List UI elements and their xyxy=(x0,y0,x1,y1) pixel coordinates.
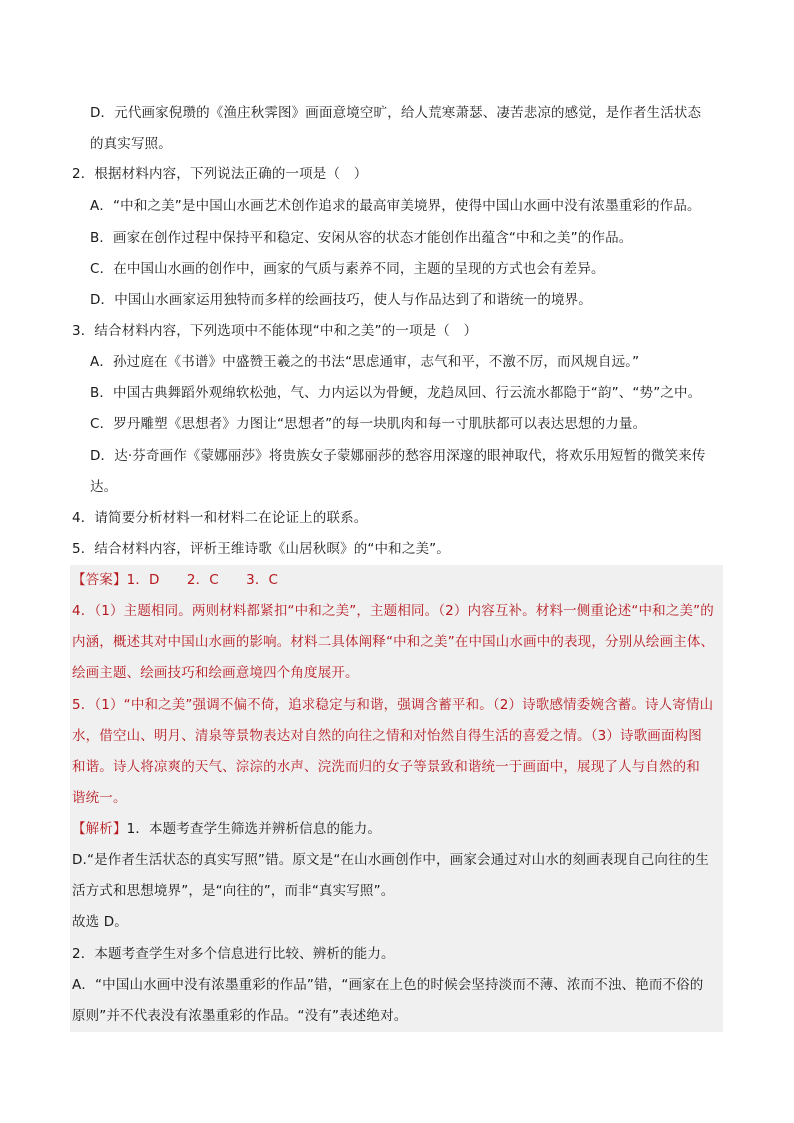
text-line: D．元代画家倪瓒的《渔庄秋霁图》画面意境空旷，给人荒寒萧瑟、凄苦悲凉的感觉，是作者生活状态 xyxy=(90,105,702,121)
analysis-line: 2．本题考查学生对多个信息进行比较、辨析的能力。 xyxy=(72,946,395,962)
answer-tag: 【答案】 xyxy=(72,572,127,588)
analysis-first-line xyxy=(72,819,381,839)
answer-line: 内涵，概述其对中国山水画的影响。材料二具体阐释“中和之美”在中国山水画中的表现，分别从绘画主体、 xyxy=(72,634,715,650)
analysis-line: 原则”并不代表没有浓墨重彩的作品。“没有”表述绝对。 xyxy=(72,1008,408,1024)
text-line: 达。 xyxy=(90,479,118,495)
answer-line: 4．（1）主题相同。两则材料都紧扣“中和之美”，主题相同。（2）内容互补。材料一侧重论述“中和之美”的 xyxy=(72,603,714,619)
option-line: B．画家在创作过程中保持平和稳定、安闲从容的状态才能创作出蕴含“中和之美”的作品。 xyxy=(90,230,633,246)
analysis-tag: 【解析】 xyxy=(72,821,127,837)
text-line: 的真实写照。 xyxy=(90,136,172,152)
analysis-line: A．“中国山水画中没有浓墨重彩的作品”错，“画家在上色的时候会坚持淡而不薄、浓而不浊、艳而不俗的 xyxy=(72,977,704,993)
answer-line: 水，借空山、明月、清泉等景物表达对自然的向往之情和对怡然自得生活的喜爱之情。（3）诗歌画面构图 xyxy=(72,728,702,744)
option-line: A．孙过庭在《书谱》中盛赞王羲之的书法“思虑通审，志气和平，不激不厉，而风规自远。” xyxy=(90,354,640,370)
option-line: B．中国古典舞蹈外观绵软松弛，气、力内运以为骨鲠，龙趋凤回、行云流水都隐于“韵”、“势”之中。 xyxy=(90,385,702,401)
question-5: 5．结合材料内容，评析王维诗歌《山居秋暝》的“中和之美”。 xyxy=(72,541,450,557)
answer-line: 5．（1）“中和之美”强调不偏不倚，追求稳定与和谐，强调含蓄平和。（2）诗歌感情委婉含蓄。诗人寄情山 xyxy=(72,697,714,713)
analysis-first: 1．本题考查学生筛选并辨析信息的能力。 xyxy=(126,821,382,837)
answer-choices: 1．D 2．C 3．C xyxy=(126,572,279,588)
option-line: D．达·芬奇画作《蒙娜丽莎》将贵族女子蒙娜丽莎的愁容用深邃的眼神取代，将欢乐用短暂的微笑来传 xyxy=(90,448,706,464)
answer-choices-line xyxy=(72,570,278,590)
option-line: A．“中和之美”是中国山水画艺术创作追求的最高审美境界，使得中国山水画中没有浓墨重彩的作品。 xyxy=(90,198,701,214)
answer-line: 和谐。诗人将凉爽的天气、淙淙的水声、浣洗而归的女子等景致和谐统一于画面中，展现了人与自然的和 xyxy=(72,759,700,775)
analysis-line: 活方式和思想境界”，是“向往的”，而非“真实写照”。 xyxy=(72,883,395,899)
option-line: D．中国山水画家运用独特而多样的绘画技巧，使人与作品达到了和谐统一的境界。 xyxy=(90,292,592,308)
question-3: 3．结合材料内容，下列选项中不能体现“中和之美”的一项是（ ） xyxy=(72,323,478,339)
question-2: 2．根据材料内容，下列说法正确的一项是（ ） xyxy=(72,166,368,182)
analysis-line: D.“是作者生活状态的真实写照”错。原文是“在山水画创作中，画家会通过对山水的刻画表现自己向往的生 xyxy=(72,852,710,868)
option-line: C．罗丹雕塑《思想者》力图让“思想者”的每一块肌肉和每一寸肌肤都可以表达思想的力量。 xyxy=(90,416,647,432)
question-4: 4．请简要分析材料一和材料二在论证上的联系。 xyxy=(72,510,368,526)
answer-line: 谐统一。 xyxy=(72,790,127,806)
option-line: C．在中国山水画的创作中，画家的气质与素养不同，主题的呈现的方式也会有差异。 xyxy=(90,261,605,277)
answer-line: 绘画主题、绘画技巧和绘画意境四个角度展开。 xyxy=(72,665,359,681)
analysis-line: 故选 D。 xyxy=(72,914,128,930)
